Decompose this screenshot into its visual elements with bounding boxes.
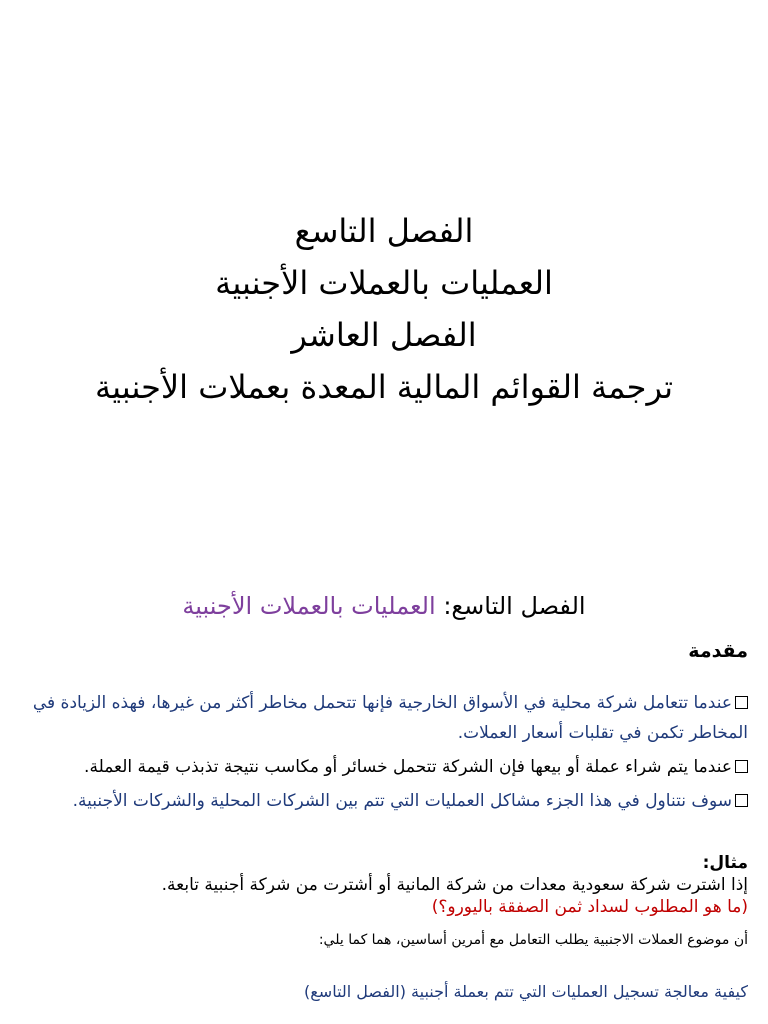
bullet-item: عندما تتعامل شركة محلية في الأسواق الخارجية فإنها تتحمل مخاطر أكثر من غيرها، فهذه الزيادة في المخاطر تكمن في تقلبات أسعار العملات. <box>32 693 748 743</box>
title-line-1: الفصل التاسع <box>294 212 474 250</box>
checkbox-bullet-icon <box>735 760 748 773</box>
title-block <box>0 205 768 413</box>
checkbox-bullet-icon <box>735 696 748 709</box>
intro-heading: مقدمة <box>688 640 748 662</box>
note-text: أن موضوع العملات الاجنبية يطلب التعامل مع أمرين أساسين، هما كما يلي: <box>318 932 748 948</box>
chapter-heading <box>150 592 618 620</box>
bullet-item: سوف نتناول في هذا الجزء مشاكل العمليات التي تتم بين الشركات المحلية والشركات الأجنبية. <box>30 786 748 816</box>
example-question: (ما هو المطلوب لسداد ثمن الصفقة باليورو؟) <box>431 897 748 917</box>
example-block <box>30 852 748 918</box>
title-line-3: الفصل العاشر <box>291 316 477 354</box>
title-line-4: ترجمة القوائم المالية المعدة بعملات الأجنبية <box>94 368 673 406</box>
bullet-list <box>30 688 748 820</box>
last-line: كيفية معالجة تسجيل العمليات التي تتم بعملة أجنبية (الفصل التاسع) <box>304 982 748 1001</box>
title-line-2: العمليات بالعملات الأجنبية <box>215 264 553 302</box>
checkbox-bullet-icon <box>735 794 748 807</box>
chapter-title: العمليات بالعملات الأجنبية <box>182 592 436 620</box>
example-label: مثال: <box>702 853 748 873</box>
example-text: إذا اشترت شركة سعودية معدات من شركة المانية أو أشترت من شركة أجنبية تابعة. <box>161 875 748 895</box>
chapter-prefix: الفصل التاسع: <box>443 592 586 620</box>
bullet-item: عندما يتم شراء عملة أو بيعها فإن الشركة تتحمل خسائر أو مكاسب نتيجة تذبذب قيمة العملة. <box>30 752 748 782</box>
